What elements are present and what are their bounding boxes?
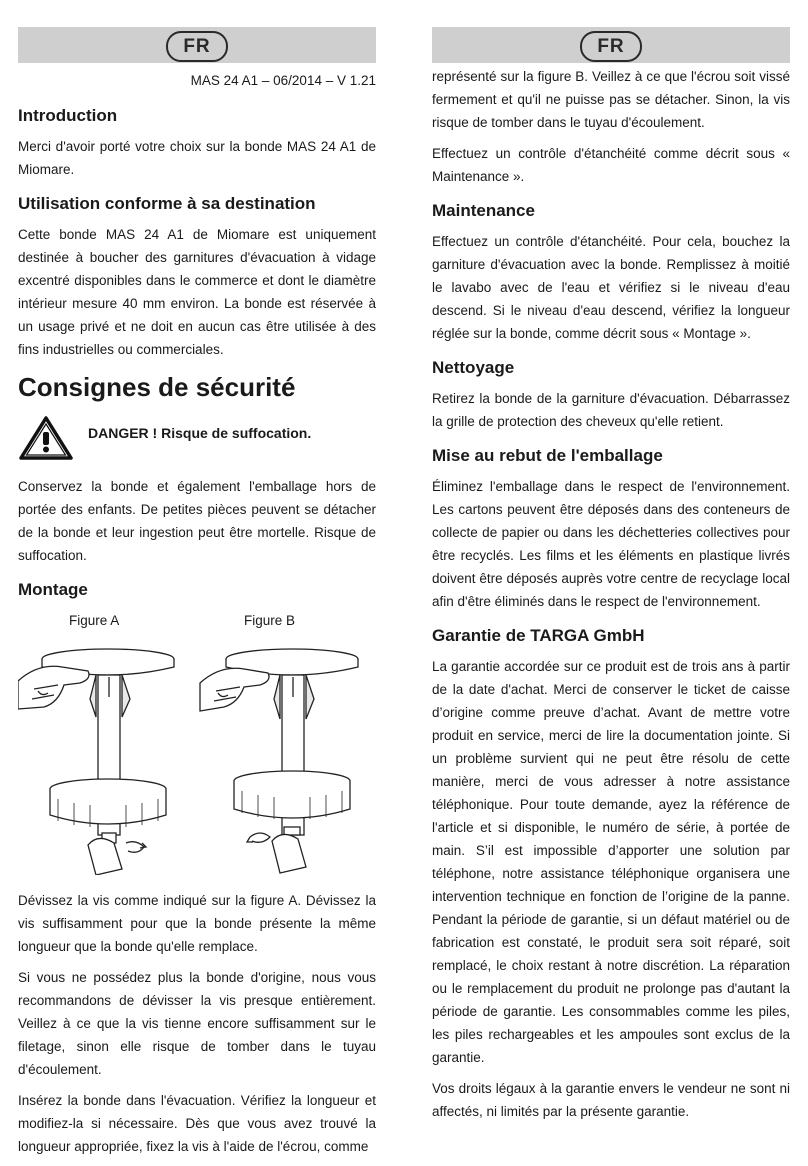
introduction-heading: Introduction: [18, 106, 118, 125]
usage-text: Cette bonde MAS 24 A1 de Miomare est uniquement destinée à boucher des garnitures d'évacuation à vidage excentré disponibles dans le commerce et dont le diamètre intérieur mesure 40 mm environ. La bonde est réservée à un usage privé et ne doit en aucun cas être utilisée à des fins industrielles ou commerciales.: [18, 227, 376, 357]
figure-a-illustration: [18, 637, 188, 875]
right-column: [432, 27, 790, 1131]
introduction-text: Merci d'avoir porté votre choix sur la bonde MAS 24 A1 de Miomare.: [18, 139, 376, 177]
danger-label: DANGER ! Risque de suffocation.: [88, 425, 312, 441]
leak-test-text: Effectuez un contrôle d'étanchéité comme décrit sous « Maintenance ».: [432, 146, 790, 184]
maintenance-heading: Maintenance: [432, 201, 535, 220]
montage-paragraph-1: Dévissez la vis comme indiqué sur la figure A. Dévissez la vis suffisamment pour que la bonde présente la même longueur que la bonde qu'elle remplace.: [18, 893, 376, 954]
language-badge: FR: [166, 31, 228, 62]
document-version: MAS 24 A1 – 06/2014 – V 1.21: [190, 73, 376, 88]
cleaning-text: Retirez la bonde de la garniture d'évacuation. Débarrassez la grille de protection des cheveux qu'elle retient.: [432, 391, 790, 429]
montage-figures: [18, 609, 376, 879]
legal-rights-text: Vos droits légaux à la garantie envers le vendeur ne sont ni affectés, ni limités par la présente garantie.: [432, 1081, 790, 1119]
warranty-heading: Garantie de TARGA GmbH: [432, 626, 645, 645]
warning-triangle-icon: [18, 415, 74, 461]
montage-continued-text: représenté sur la figure B. Veillez à ce que l'écrou soit vissé fermement et qu'il ne puisse pas se détacher. Sinon, la vis risque de tomber dans le tuyau d'écoulement.: [432, 69, 790, 130]
figure-b-illustration: [196, 637, 368, 875]
montage-paragraph-3: Insérez la bonde dans l'évacuation. Vérifiez la longueur et modifiez-la si nécessaire. Dès que vous avez trouvé la longueur appropriée, fixez la vis à l'aide de l'écrou, comme: [18, 1093, 376, 1154]
language-badge-right: FR: [580, 31, 642, 62]
figure-b-label: Figure B: [244, 613, 296, 628]
figure-a-label: Figure A: [69, 613, 120, 628]
montage-paragraph-2: Si vous ne possédez plus la bonde d'origine, nous vous recommandons de dévisser la vis presque entièrement. Veillez à ce que la vis tienne encore suffisamment sur le filetage, sinon elle risque de tomber dans le tuyau d'écoulement.: [18, 970, 376, 1077]
disposal-heading: Mise au rebut de l'emballage: [432, 446, 663, 465]
disposal-text: Éliminez l'emballage dans le respect de l'environnement. Les cartons peuvent être déposés dans des conteneurs de collecte de papier ou dans les déchetteries collectives pour être recyclés. Les films et les éléments en plastique livrés doivent être déposés auprès votre centre de recyclage local afin d'être éliminés dans le respect de l'environnement.: [432, 479, 790, 609]
usage-heading: Utilisation conforme à sa destination: [18, 194, 316, 213]
left-column: [18, 27, 376, 1166]
cleaning-heading: Nettoyage: [432, 358, 515, 377]
warranty-text: La garantie accordée sur ce produit est de trois ans à partir de la date d'achat. Merci de conserver le ticket de caisse d’origine comme preuve d’achat. Avant de mettre votre produit en service, merci de lire la documentation jointe. Si un problème survient qui ne peut être résolu de cette manière, merci de vous adresser à notre assistance téléphonique. Pour toute demande, ayez la référence de l'article et si disponible, le numéro de série, à portée de main. S’il est impossible d’apporter une solution par téléphone, notre assistance téléphonique organisera une intervention technique en fonction de l’origine de la panne. Pendant la période de garantie, si un défaut matériel ou de fabrication est constaté, le produit sera soit réparé, soit remplacé, le choix restant à notre discrétion. La réparation ou le remplacement du produit ne prolonge pas d'autant la période de garantie. Les consommables comme les piles, les piles rechargeables et les ampoules sont exclus de la garantie.: [432, 659, 790, 1065]
danger-notice: [18, 415, 376, 461]
maintenance-text: Effectuez un contrôle d'étanchéité. Pour cela, bouchez la garniture d'évacuation avec la bonde. Remplissez à moitié le lavabo avec de l'eau et vérifiez si le niveau d'eau descend. Si le niveau d'eau descend, vérifiez la longueur réglée sur la bonde, comme décrit sous « Montage ».: [432, 234, 790, 341]
language-banner-right: [432, 27, 790, 63]
safety-text: Conservez la bonde et également l'emballage hors de portée des enfants. De petites pièces peuvent se détacher de la bonde et leur ingestion peut être mortelle. Risque de suffocation.: [18, 479, 376, 563]
safety-heading: Consignes de sécurité: [18, 372, 296, 402]
language-banner: [18, 27, 376, 63]
montage-heading: Montage: [18, 580, 88, 599]
